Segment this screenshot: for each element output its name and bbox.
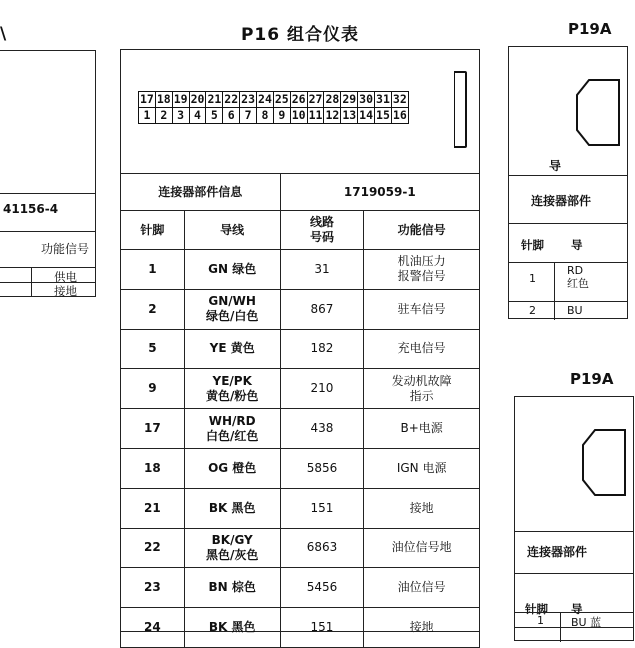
pin-bottom-cell: 10: [291, 108, 306, 122]
cell-circuit: 151: [280, 608, 364, 648]
main-connector-panel: [120, 49, 480, 635]
cell-func: 油位信号地: [364, 528, 480, 568]
connector-diagram: [138, 66, 469, 152]
cell-wire: GN 绿色: [184, 250, 280, 290]
cell-wire: BK 黑色: [184, 488, 280, 528]
cell-func: B+电源: [364, 409, 480, 449]
pin-top-cell: 31: [376, 92, 390, 106]
main-connector-title: P16 组合仪表: [240, 25, 360, 45]
cell-wire: BK/GY 黑色/灰色: [184, 528, 280, 568]
cell-pin: 21: [121, 488, 185, 528]
info-label: 连接器部件信息: [121, 174, 281, 211]
pin-top-cell: 25: [274, 92, 289, 106]
right-top-title: P19A: [568, 20, 612, 38]
cell-pin: 18: [121, 448, 185, 488]
left-row-func-2: 接地: [54, 284, 77, 298]
pin-top-cell: 28: [325, 92, 340, 106]
table-row: [121, 329, 480, 369]
pin-bottom-cell: 1: [139, 108, 156, 124]
cell-func: 机油压力 报警信号: [364, 250, 480, 290]
cell-pin: 9: [121, 369, 185, 409]
right-top-panel: [508, 46, 628, 319]
cell-circuit: 867: [280, 289, 364, 329]
right-top-row-pin-2: 2: [529, 304, 536, 317]
pin-bottom-cell: 3: [172, 108, 189, 124]
header-pin: 针脚: [121, 211, 185, 250]
pin-top-cell: 22: [224, 92, 239, 106]
right-top-info-label: 连接器部件: [531, 194, 592, 208]
cell-circuit: 182: [280, 329, 364, 369]
table-row: [121, 289, 480, 329]
right-bottom-row-wire-1: BU 蓝: [571, 616, 602, 629]
right-top-partial-label: 导: [549, 159, 562, 173]
table-row: [121, 488, 480, 528]
table-row: [121, 448, 480, 488]
connector-latch: [454, 71, 467, 148]
pin-top-cell: 20: [190, 92, 205, 106]
connector-outline-icon: [559, 75, 629, 155]
table-row: [121, 369, 480, 409]
pin-top-cell: 26: [291, 92, 306, 106]
right-top-row-pin-1: 1: [529, 272, 536, 285]
cell-circuit: 6863: [280, 528, 364, 568]
cell-func: 发动机故障 指示: [364, 369, 480, 409]
pin-bottom-cell: 5: [206, 108, 223, 124]
pin-bottom-cell: 4: [189, 108, 206, 124]
cell-pin: 5: [121, 329, 185, 369]
left-connector-title: \: [0, 24, 7, 44]
pin-top-cell: 24: [258, 92, 272, 106]
left-func-header: 功能信号: [41, 242, 90, 256]
right-bottom-header-pin: 针脚: [525, 602, 548, 616]
cell-wire: WH/RD 白色/红色: [184, 409, 280, 449]
cell-pin: 17: [121, 409, 185, 449]
table-row: [121, 409, 480, 449]
cell-pin: 23: [121, 568, 185, 608]
pin-top-cell: 18: [156, 92, 171, 106]
left-part-number: 41156-4: [3, 202, 59, 216]
cell-wire: GN/WH 绿色/白色: [184, 289, 280, 329]
left-connector-panel: [0, 50, 96, 297]
connector-outline-icon: [565, 425, 635, 505]
right-bottom-row-pin-1: 1: [537, 614, 544, 627]
pin-top-cell: 17: [140, 92, 154, 106]
pin-top-cell: 29: [342, 92, 357, 106]
cell-wire: OG 橙色: [184, 448, 280, 488]
cell-wire: BN 棕色: [184, 568, 280, 608]
pin-bottom-cell: 16: [392, 108, 407, 122]
cell-circuit: 151: [280, 488, 364, 528]
cell-pin: 1: [121, 250, 185, 290]
cell-func: 充电信号: [364, 329, 480, 369]
pin-bottom-cell: 2: [155, 108, 172, 124]
right-top-row-wire-1: RD 红色: [567, 264, 589, 290]
table-row: [121, 568, 480, 608]
pin-grid: [138, 91, 409, 124]
table-row: [121, 250, 480, 290]
pin-bottom-cell: 8: [257, 108, 274, 124]
cell-func: 接地: [364, 488, 480, 528]
right-top-row-wire-2: BU: [567, 304, 583, 317]
table-row: [121, 528, 480, 568]
header-func: 功能信号: [364, 211, 480, 250]
pin-bottom-cell: 15: [376, 108, 390, 122]
cell-pin: 22: [121, 528, 185, 568]
cell-circuit: 210: [280, 369, 364, 409]
right-top-header-pin: 针脚: [521, 238, 544, 252]
pin-table: [120, 173, 480, 648]
table-row: [121, 608, 480, 648]
right-bottom-info-label: 连接器部件: [527, 545, 588, 559]
pin-top-cell: 32: [392, 92, 407, 106]
pin-top-cell: 27: [308, 92, 323, 106]
right-bottom-header-wire: 导: [571, 602, 583, 616]
right-bottom-title: P19A: [570, 370, 614, 388]
cell-pin: 24: [121, 608, 185, 648]
header-circuit: 线路 号码: [280, 211, 364, 250]
pin-bottom-cell: 9: [273, 108, 290, 124]
cell-func: 接地: [364, 608, 480, 648]
pin-bottom-cell: 11: [308, 108, 323, 122]
cell-circuit: 31: [280, 250, 364, 290]
cell-wire: BK 黑色: [184, 608, 280, 648]
cell-func: 油位信号: [364, 568, 480, 608]
cell-circuit: 5856: [280, 448, 364, 488]
cell-wire: YE/PK 黄色/粉色: [184, 369, 280, 409]
pin-top-cell: 23: [241, 92, 256, 106]
pin-top-cell: 30: [359, 92, 374, 106]
info-value: 1719059-1: [280, 174, 479, 211]
cell-func: 驻车信号: [364, 289, 480, 329]
left-row-func-1: 供电: [54, 270, 77, 284]
cell-wire: YE 黄色: [184, 329, 280, 369]
pin-top-cell: 21: [207, 92, 222, 106]
right-top-header-wire: 导: [571, 238, 583, 252]
cell-circuit: 5456: [280, 568, 364, 608]
pin-bottom-cell: 6: [223, 108, 240, 124]
pin-bottom-cell: 14: [359, 108, 374, 122]
pin-top-cell: 19: [173, 92, 188, 106]
pin-bottom-cell: 7: [240, 108, 257, 124]
pin-bottom-cell: 13: [342, 108, 357, 122]
pin-bottom-cell: 12: [325, 108, 340, 122]
right-bottom-panel: [514, 396, 634, 641]
cell-pin: 2: [121, 289, 185, 329]
cell-circuit: 438: [280, 409, 364, 449]
cell-func: IGN 电源: [364, 448, 480, 488]
header-wire: 导线: [184, 211, 280, 250]
